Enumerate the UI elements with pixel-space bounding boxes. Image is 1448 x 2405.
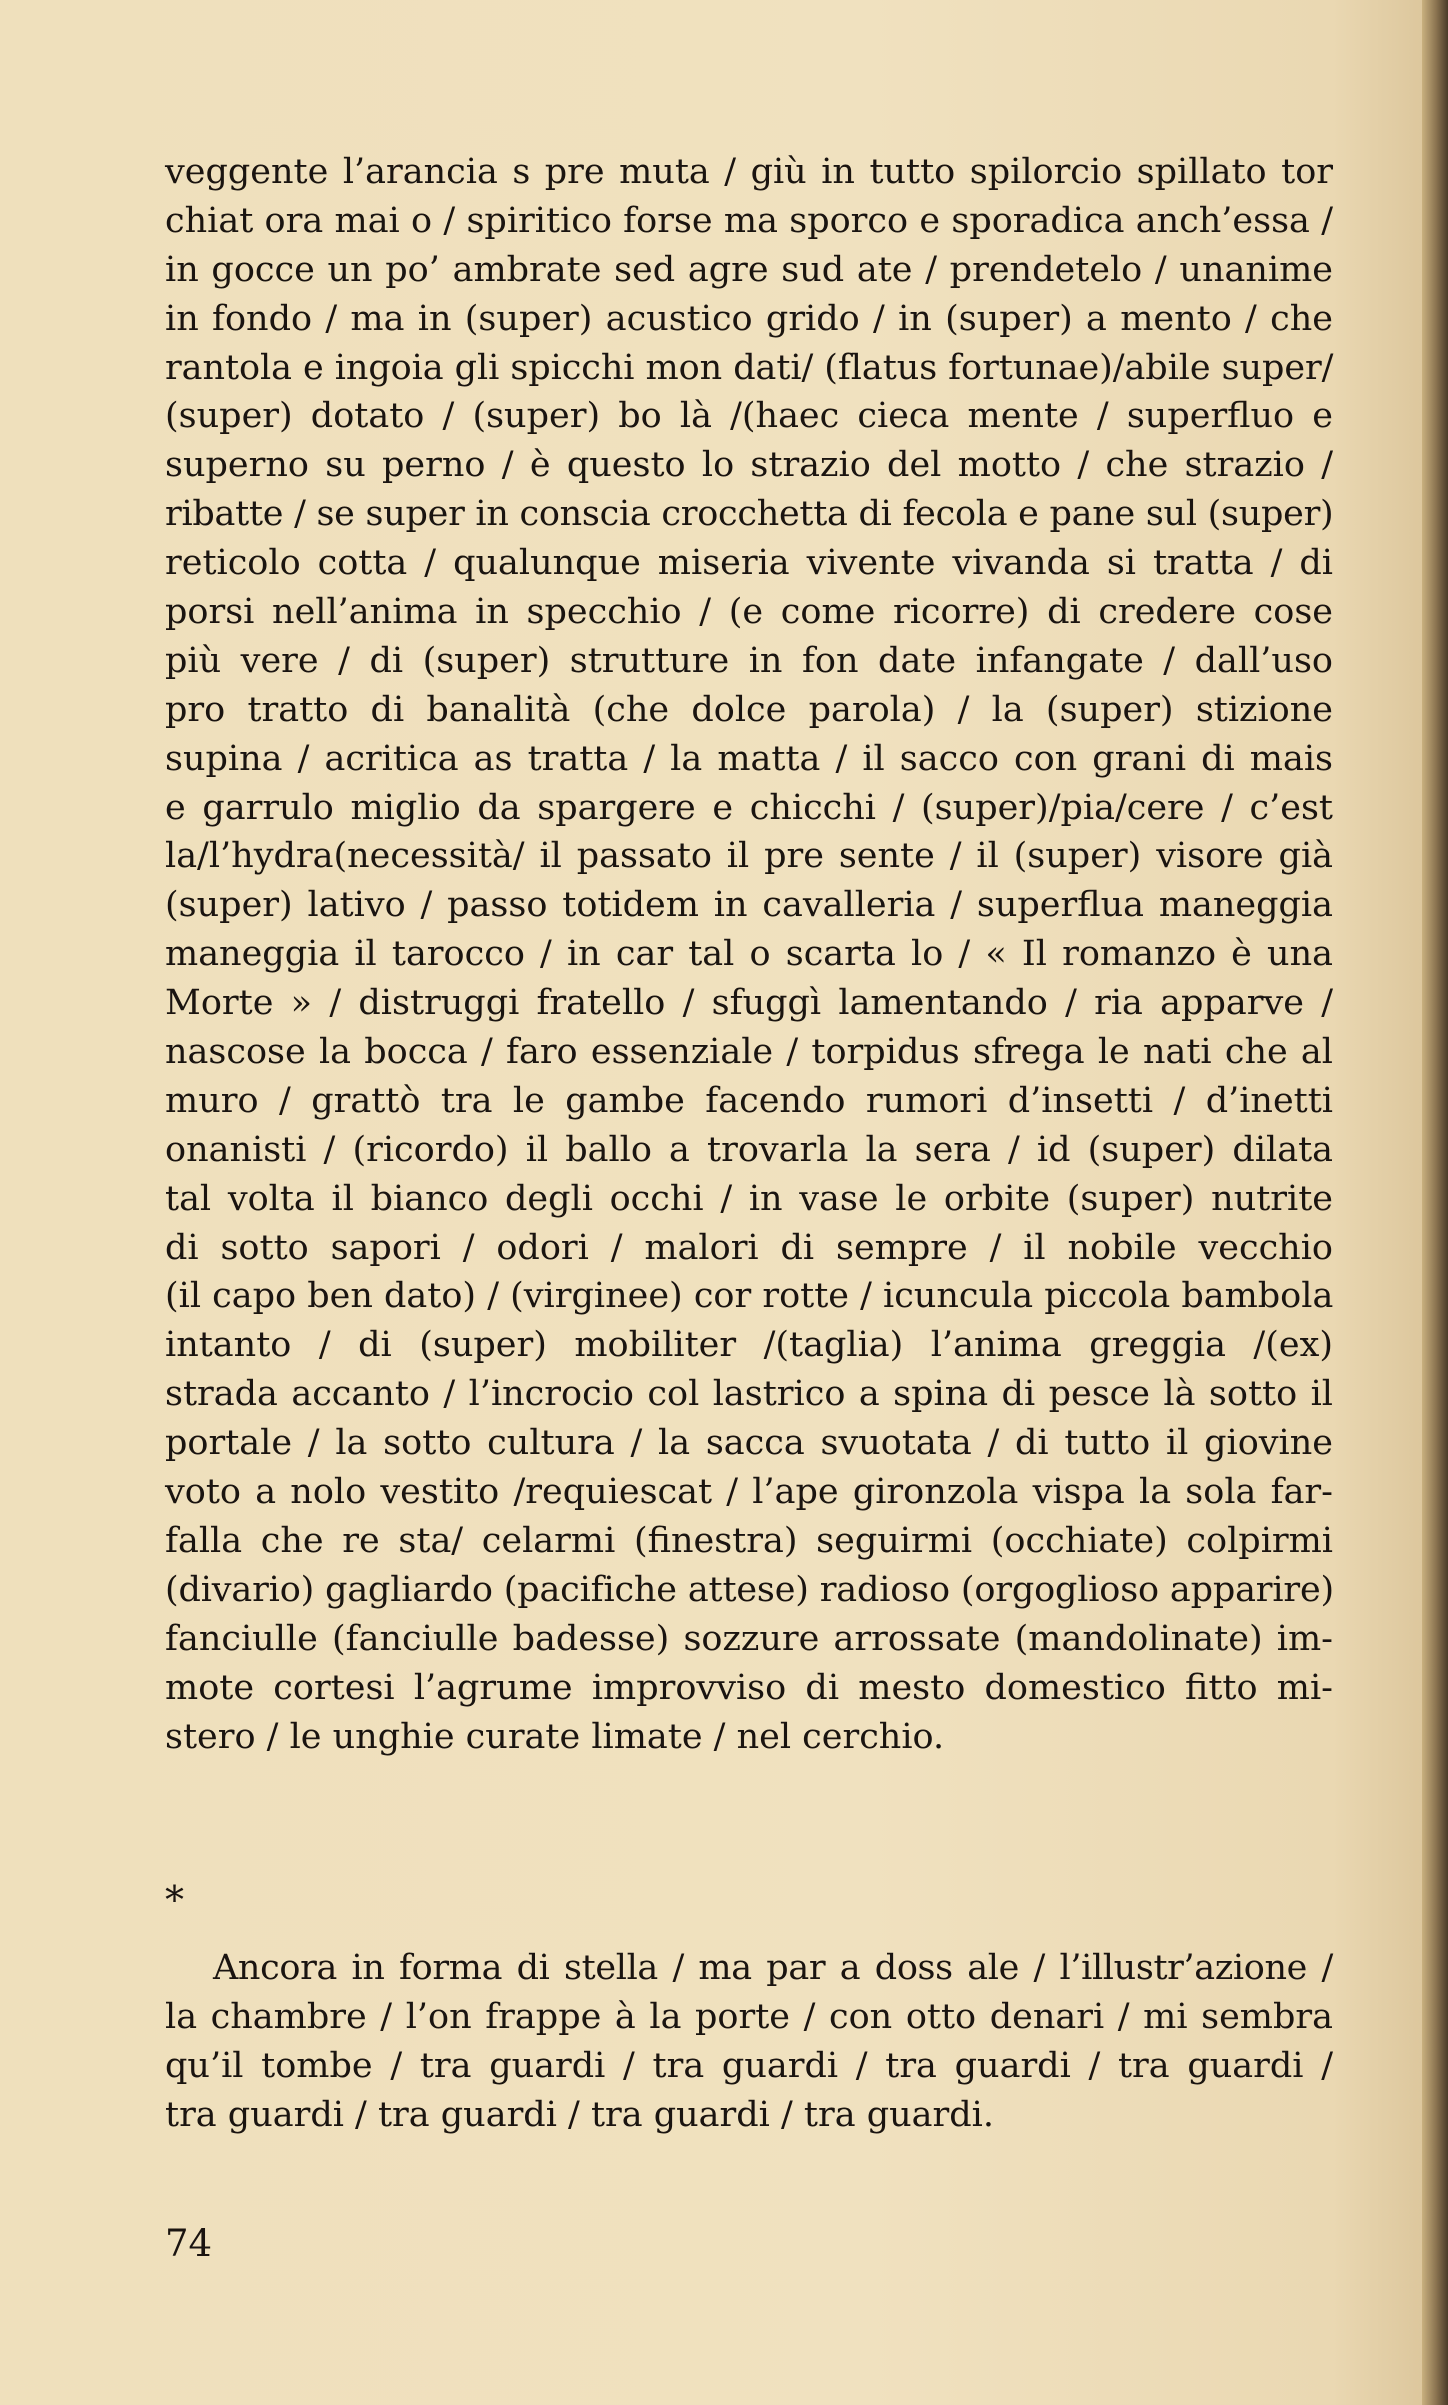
poem-line: in fondo / ma in (super) acustico grido / in (super) a mento / che [165, 298, 1333, 339]
poem-line: reticolo cotta / qualunque miseria vivente vivanda si tratta / di [165, 543, 1333, 584]
poem-line: ribatte / se super in conscia crocchetta di fecola e pane sul (super) [165, 494, 1334, 535]
poem-line: (divario) gagliardo (pacifiche attese) radioso (orgoglioso apparire) [165, 1569, 1335, 1610]
section-separator: * [165, 1878, 184, 1922]
page-number: 74 [165, 2222, 213, 2265]
poem-line: intanto / di (super) mobiliter /(taglia) l’anima greggia /(ex) [165, 1325, 1333, 1366]
poem-line: nascose la bocca / faro essenziale / torpidus sfrega le nati che al [165, 1032, 1333, 1073]
poem-line: maneggia il tarocco / in car tal o scarta lo / « Il romanzo è una [165, 934, 1333, 975]
stanza-line: qu’il tombe / tra guardi / tra guardi / tra guardi / tra guardi / [165, 2045, 1333, 2086]
stanza-line: tra guardi / tra guardi / tra guardi / tra guardi. [165, 2094, 994, 2135]
second-stanza [165, 1944, 1333, 2140]
poem-line: muro / grattò tra le gambe facendo rumori d’insetti / d’inetti [165, 1080, 1333, 1121]
poem-line: strada accanto / l’incrocio col lastrico a spina di pesce là sotto il [165, 1374, 1333, 1415]
poem-line: (super) dotato / (super) bo là /(haec cieca mente / superfluo e [165, 396, 1333, 437]
poem-line: veggente l’arancia s pre muta / giù in tutto spilorcio spillato tor [165, 152, 1333, 192]
poem-body [165, 148, 1333, 1761]
poem-line: chiat ora mai o / spiritico forse ma sporco e sporadica anch’essa / [165, 200, 1333, 241]
poem-line: (il capo ben dato) / (virginee) cor rotte / icuncula piccola bambola [165, 1276, 1334, 1317]
poem-line: la/l’hydra(necessità/ il passato il pre sente / il (super) visore già [165, 836, 1333, 877]
poem-line: e garrulo miglio da spargere e chicchi / (super)/pia/cere / c’est [165, 787, 1333, 828]
poem-line: pro tratto di banalità (che dolce parola) / la (super) stizione [165, 689, 1333, 730]
poem-line: (super) lativo / passo totidem in cavalleria / superflua maneggia [165, 885, 1333, 926]
poem-line: mote cortesi l’agrume improvviso di mesto domestico fitto mi- [165, 1667, 1333, 1708]
poem-line: porsi nell’anima in specchio / (e come ricorre) di credere cose [165, 592, 1333, 633]
poem-line: in gocce un po’ ambrate sed agre sud ate / prendetelo / unanime [165, 249, 1333, 290]
poem-line: superno su perno / è questo lo strazio del motto / che strazio / [165, 445, 1333, 486]
poem-line: stero / le unghie curate limate / nel cerchio. [165, 1716, 945, 1757]
stanza-line: Ancora in forma di stella / ma par a doss ale / l’illustr’azione / [213, 1948, 1333, 1988]
poem-line: portale / la sotto cultura / la sacca svuotata / di tutto il giovine [165, 1423, 1333, 1464]
page-edge [1422, 0, 1448, 2405]
stanza-line: la chambre / l’on frappe à la porte / con otto denari / mi sembra [165, 1996, 1333, 2037]
poem-line: falla che re sta/ celarmi (finestra) seguirmi (occhiate) colpirmi [165, 1520, 1333, 1561]
poem-line: rantola e ingoia gli spicchi mon dati/ (flatus fortunae)/abile super/ [165, 347, 1334, 388]
poem-line: Morte » / distruggi fratello / sfuggì lamentando / ria apparve / [165, 983, 1333, 1024]
poem-line: voto a nolo vestito /requiescat / l’ape gironzola vispa la sola far- [165, 1472, 1333, 1513]
poem-line: di sotto sapori / odori / malori di sempre / il nobile vecchio [165, 1227, 1333, 1268]
poem-line: tal volta il bianco degli occhi / in vase le orbite (super) nutrite [165, 1178, 1333, 1219]
poem-line: più vere / di (super) strutture in fon date infangate / dall’uso [165, 640, 1333, 681]
poem-line: onanisti / (ricordo) il ballo a trovarla la sera / id (super) dilata [165, 1129, 1333, 1170]
poem-line: fanciulle (fanciulle badesse) sozzure arrossate (mandolinate) im- [165, 1618, 1333, 1659]
poem-line: supina / acritica as tratta / la matta / il sacco con grani di mais [165, 738, 1333, 779]
